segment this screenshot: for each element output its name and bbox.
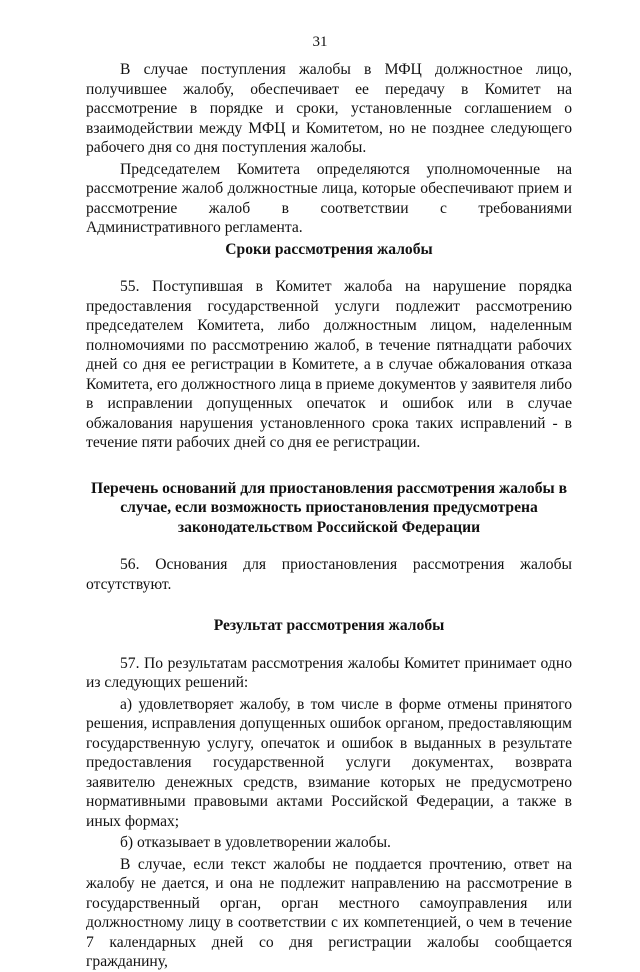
paragraph-57-b: б) отказывает в удовлетворении жалобы. xyxy=(120,834,391,851)
document-body xyxy=(86,60,572,972)
paragraph-mfc-transfer: В случае поступления жалобы в МФЦ должностное лицо, получившее жалобу, обеспечивает ее передачу в Комитет на рассмотрение в порядке и сроки, установленные соглашением о взаимодействии между МФЦ и Комитетом, но не позднее следующего рабочего дня со дня поступления жалобы. xyxy=(86,61,572,156)
page-number: 31 xyxy=(312,34,328,50)
paragraph-56: 56. Основания для приостановления рассмотрения жалобы отсутствуют. xyxy=(86,556,572,593)
paragraph-57: 57. По результатам рассмотрения жалобы Комитет принимает одно из следующих решений: xyxy=(86,654,572,691)
paragraph-55: 55. Поступившая в Комитет жалоба на нарушение порядка предоставления государственной услуги подлежит рассмотрению председателем Комитета, либо должностным лицом, наделенным полномочиями по рассмотрению жалоб, в течение пятнадцати рабочих дней со дня ее регистрации в Комитете, а в случае обжалования отказа Комитета, его должностного лица в приеме документов у заявителя либо в исправлении допущенных опечаток и ошибок или в случае обжалования нарушения установленного срока таких исправлений - в течение пяти рабочих дней со дня ее регистрации. xyxy=(86,278,572,451)
paragraph-unreadable-complaint: В случае, если текст жалобы не поддается прочтению, ответ на жалобу не дается, и она не подлежит направлению на рассмотрение в государственный орган, орган местного самоуправления или должностному лицу в соответствии с их компетенцией, о чем в течение 7 календарных дней со дня регистрации жалобы сообщается гражданину, xyxy=(86,855,572,970)
heading-suspension-grounds: Перечень оснований для приостановления рассмотрения жалобы в случае, если возможность приостановления предусмотрена законодательством Российской Федерации xyxy=(91,479,567,536)
paragraph-57-a: а) удовлетворяет жалобу, в том числе в форме отмены принятого решения, исправления допущенных ошибок органом, предоставляющим государственную услугу, опечаток и ошибок в выданных в результате предоставления государственной услуги документах, возврата заявителю денежных средств, взимание которых не предусмотрено нормативными правовыми актами Российской Федерации, а также в иных формах; xyxy=(86,695,572,830)
paragraph-authorized-officials: Председателем Комитета определяются уполномоченные на рассмотрение жалоб должностные лица, которые обеспечивают прием и рассмотрение жалоб в соответствии с требованиями Административного регламента. xyxy=(86,160,572,236)
heading-review-result: Результат рассмотрения жалобы xyxy=(213,617,445,634)
heading-review-terms: Сроки рассмотрения жалобы xyxy=(225,240,433,258)
